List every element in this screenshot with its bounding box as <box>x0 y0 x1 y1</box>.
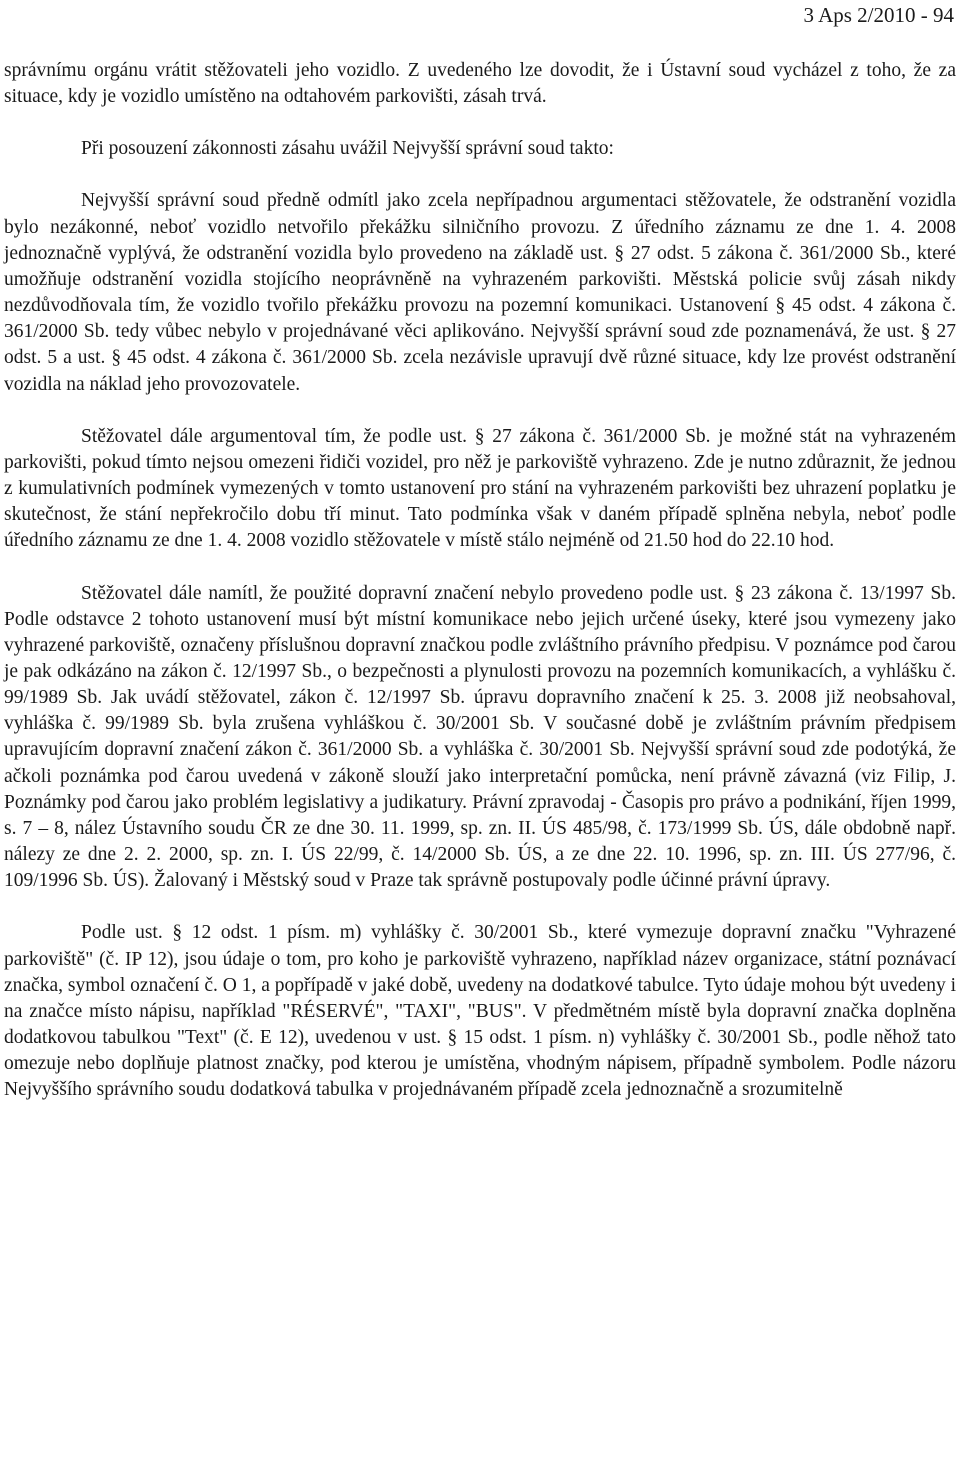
paragraph-3: Nejvyšší správní soud předně odmítl jako zcela nepřípadnou argumentaci stěžovatele, že odstranění vozidla bylo nezákonné, neboť vozidlo netvořilo překážku silničního provozu. Z úředního záznamu ze dne 1. 4. 2008 jednoznačně vyplývá, že odstranění vozidla bylo provedeno na základě ust. § 27 odst. 5 zákona č. 361/2000 Sb., které umožňuje odstranění vozidla stojícího neoprávněně na vyhrazeném parkovišti. Městská policie svůj zásah nikdy nezdůvodňovala tím, že vozidlo tvořilo překážku provozu na pozemní komunikaci. Ustanovení § 45 odst. 4 zákona č. 361/2000 Sb. tedy vůbec nebylo v projednávané věci aplikováno. Nejvyšší správní soud zde poznamenává, že ust. § 27 odst. 5 a ust. § 45 odst. 4 zákona č. 361/2000 Sb. zcela nezávisle upravují dvě různé situace, kdy lze provést odstranění vozidla na náklad jeho provozovatele. <box>4 190 956 395</box>
paragraph-4: Stěžovatel dále argumentoval tím, že podle ust. § 27 zákona č. 361/2000 Sb. je možné stát na vyhrazeném parkovišti, pokud tímto nejsou omezeni řidiči vozidel, pro něž je parkoviště vyhrazeno. Zde je nutno zdůraznit, že jednou z kumulativních podmínek vymezených v tomto ustanovení pro stání na vyhrazeném parkovišti bez uhrazení poplatku je skutečnost, že stání nepřekročilo dobu tří minut. Tato podmínka však v daném případě splněna nebyla, neboť podle úředního záznamu ze dne 1. 4. 2008 vozidlo stěžovatele v místě stálo nejméně od 21.50 hod do 22.10 hod. <box>4 425 956 552</box>
document-page <box>4 0 956 1484</box>
paragraph-2: Při posouzení zákonnosti zásahu uvážil Nejvyšší správní soud takto: <box>81 138 614 160</box>
paragraph-5: Stěžovatel dále namítl, že použité dopravní značení nebylo provedeno podle ust. § 23 zákona č. 13/1997 Sb. Podle odstavce 2 tohoto ustanovení musí být místní komunikace nebo jejich určené úseky, které jsou vymezeny jako vyhrazené parkoviště, označeny příslušnou dopravní značkou podle zvláštního právního předpisu. V poznámce pod čarou je pak odkázáno na zákon č. 12/1997 Sb., o bezpečnosti a plynulosti provozu na pozemních komunikacích, a vyhlášku č. 99/1989 Sb. Jak uvádí stěžovatel, zákon č. 12/1997 Sb. úpravu dopravního značení k 25. 3. 2008 již neobsahoval, vyhláška č. 99/1989 Sb. byla zrušena vyhláškou č. 30/2001 Sb. V současné době je zvláštním právním předpisem upravujícím dopravní značení zákon č. 361/2000 Sb. a vyhláška č. 30/2001 Sb. Nejvyšší správní soud zde podotýká, že ačkoli poznámka pod čarou uvedená v zákoně slouží jako interpretační pomůcka, není právně závazná (viz Filip, J. Poznámky pod čarou jako problém legislativy a judikatury. Právní zpravodaj - Časopis pro právo a podnikání, říjen 1999, s. 7 – 8, nález Ústavního soudu ČR ze dne 30. 11. 1999, sp. zn. II. ÚS 485/98, č. 173/1999 Sb. ÚS, dále obdobně např. nálezy ze dne 2. 2. 2000, sp. zn. I. ÚS 22/99, č. 14/2000 Sb. ÚS, a ze dne 22. 10. 1996, sp. zn. III. ÚS 277/96, č. 109/1996 Sb. ÚS). Žalovaný i Městský soud v Praze tak správně postupovaly podle účinné právní úpravy. <box>4 582 956 892</box>
paragraph-6: Podle ust. § 12 odst. 1 písm. m) vyhlášky č. 30/2001 Sb., které vymezuje dopravní značku "Vyhrazené parkoviště" (č. IP 12), jsou údaje o tom, pro koho je parkoviště vyhrazeno, například název organizace, státní poznávací značka, symbol označení č. O 1, a popřípadě v jaké době, uvedeny na dodatkové tabulce. Tyto údaje mohou být uvedeny i na značce místo nápisu, například "RÉSERVÉ", "TAXI", "BUS". V předmětném místě byla dopravní značka doplněna dodatkovou tabulkou "Text" (č. E 12), uvedenou v ust. § 15 odst. 1 písm. n) vyhlášky č. 30/2001 Sb., podle něhož tato omezuje nebo doplňuje platnost značky, pod kterou je umístěna, vhodným nápisem, případně symbolem. Podle názoru Nejvyššího správního soudu dodatková tabulka v projednávaném případě zcela jednoznačně a srozumitelně <box>4 922 956 1101</box>
document-body <box>4 58 956 1103</box>
case-reference-header: 3 Aps 2/2010 - 94 <box>803 3 954 27</box>
paragraph-1: správnímu orgánu vrátit stěžovateli jeho vozidlo. Z uvedeného lze dovodit, že i Ústavní soud vycházel z toho, že za situace, kdy je vozidlo umístěno na odtahovém parkovišti, zásah trvá. <box>4 60 956 108</box>
